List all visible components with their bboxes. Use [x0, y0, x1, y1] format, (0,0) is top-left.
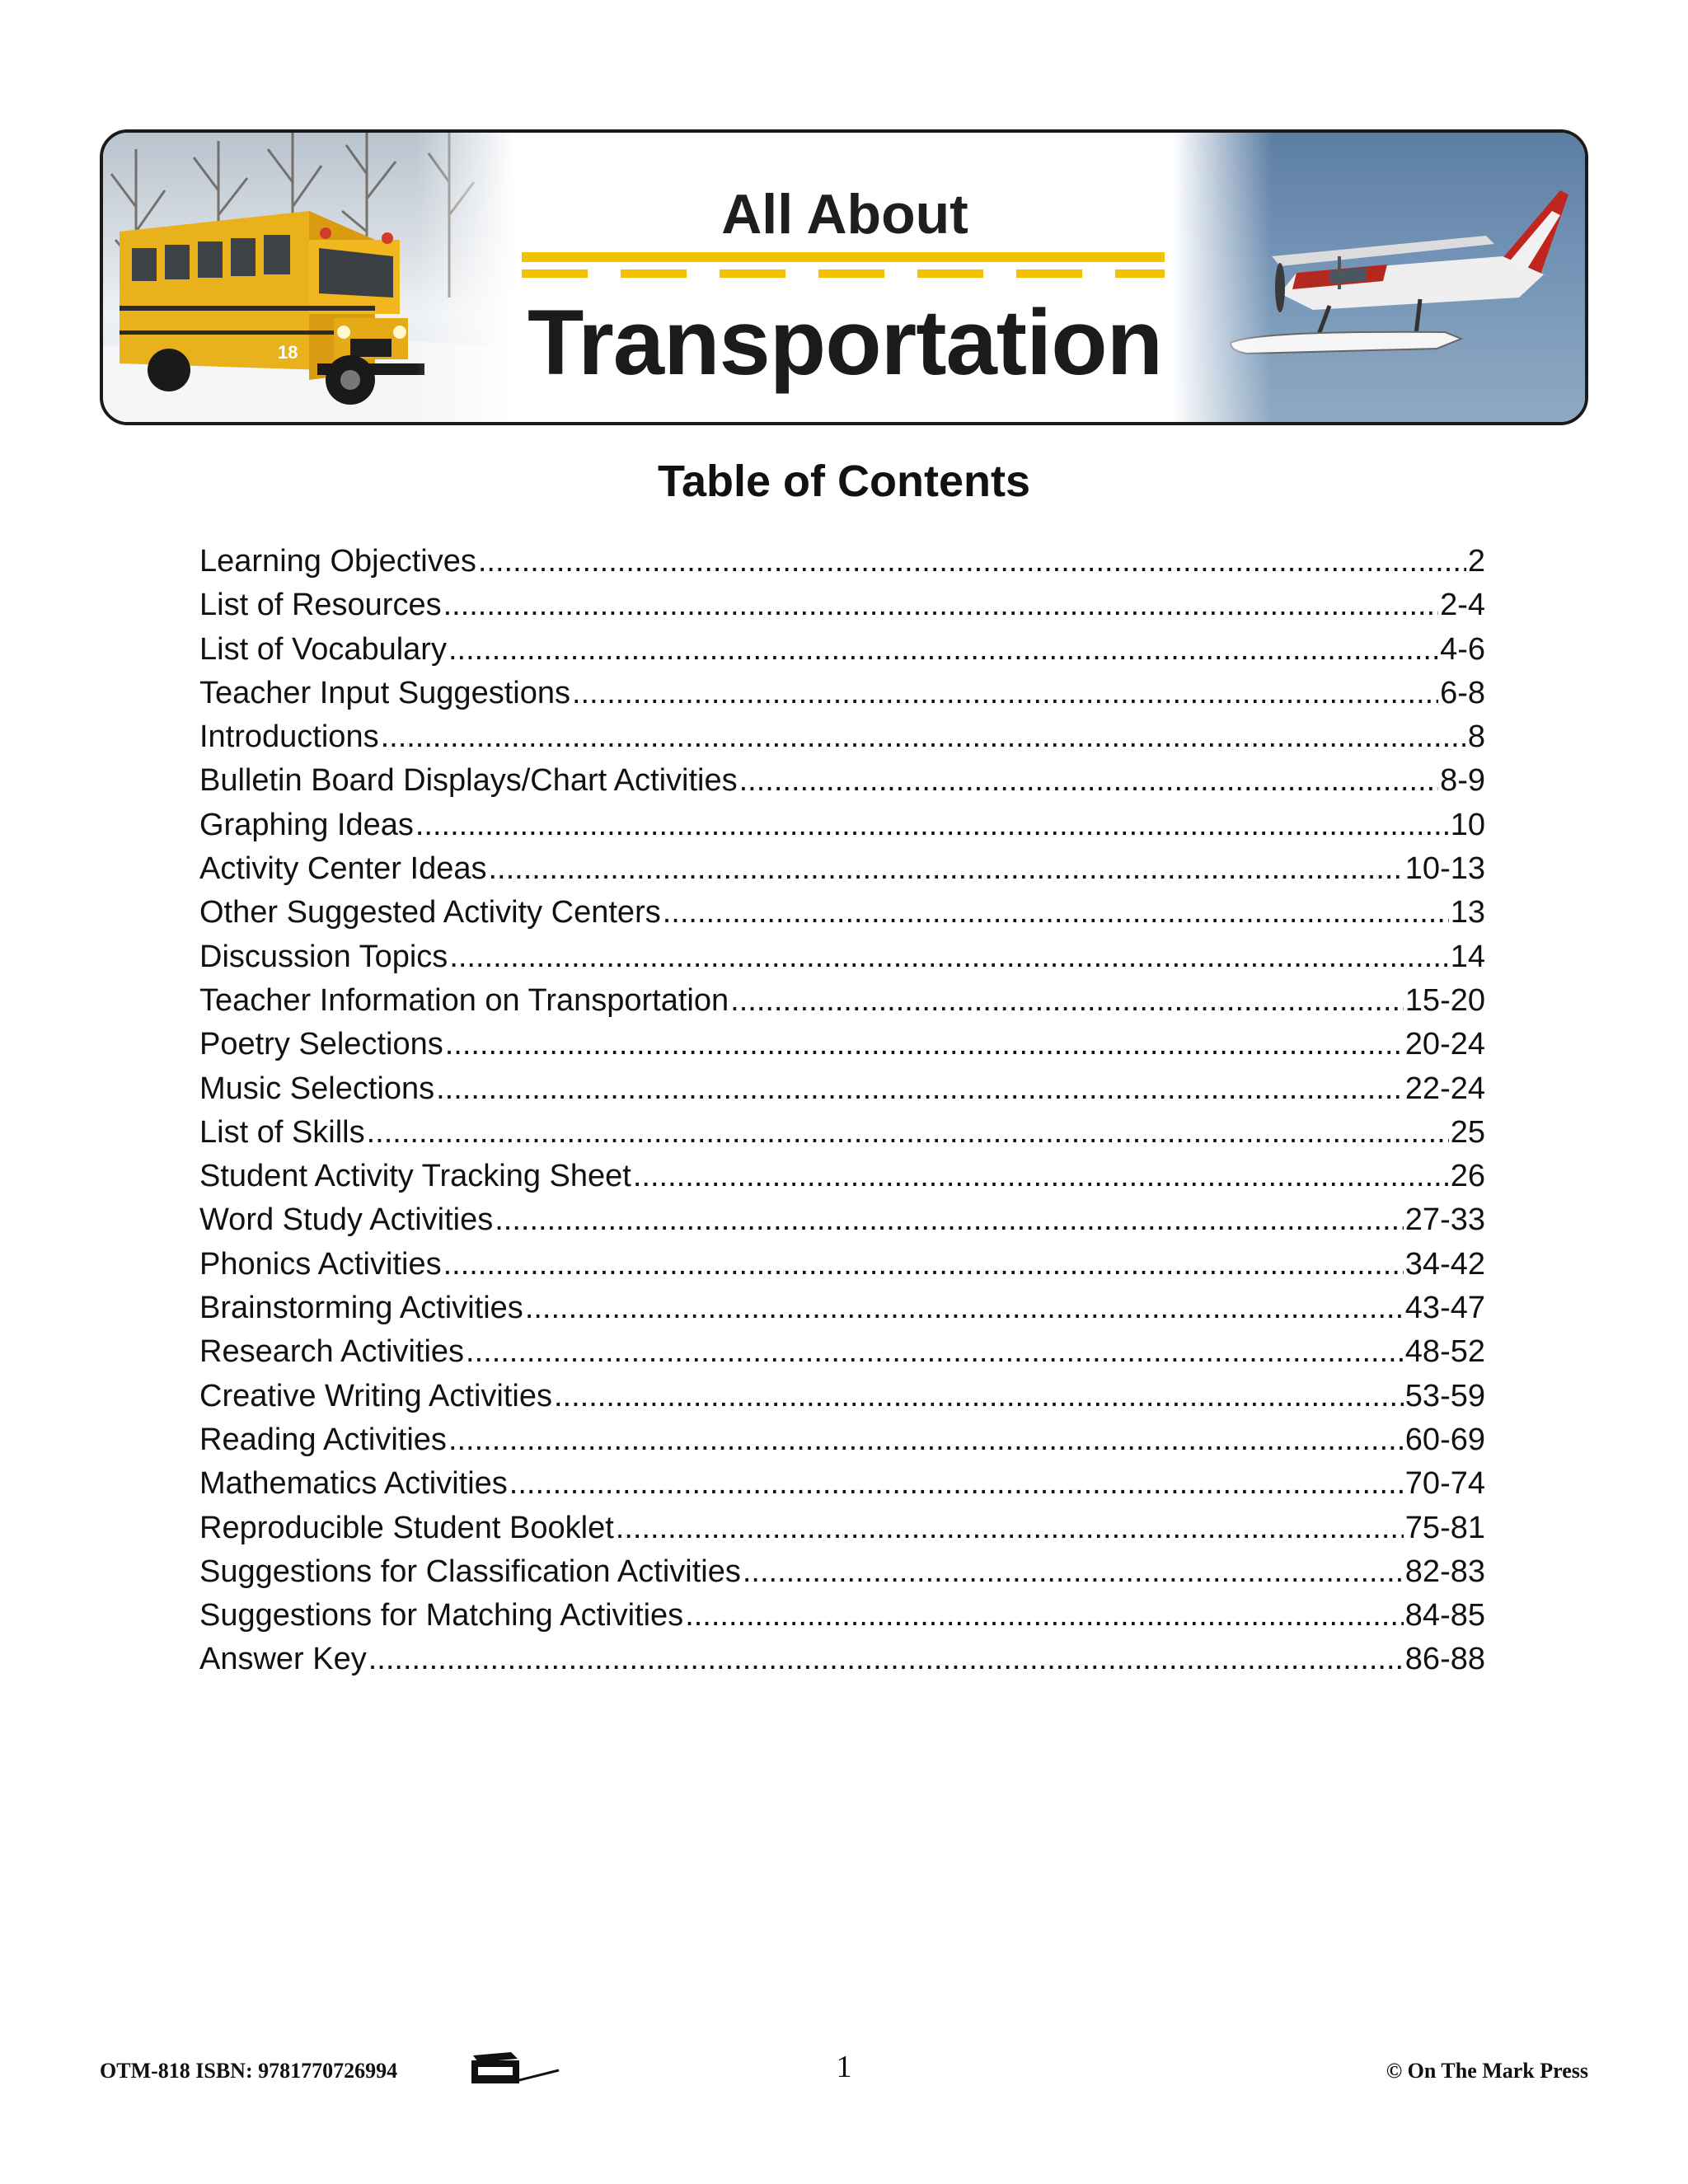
toc-entry	[199, 1466, 1485, 1510]
toc-dot-leader	[443, 588, 1439, 623]
toc-entry-label: Phonics Activities	[199, 1246, 442, 1282]
toc-entry	[199, 983, 1485, 1027]
toc-entry-page: 60-69	[1404, 1422, 1485, 1457]
seaplane-photo	[1173, 133, 1585, 422]
toc-entry-page: 26	[1450, 1159, 1485, 1194]
toc-dot-leader	[572, 676, 1438, 711]
toc-entry-page: 25	[1450, 1114, 1485, 1150]
toc-entry	[199, 1291, 1485, 1334]
toc-entry-label: Reproducible Student Booklet	[199, 1510, 614, 1545]
toc-dot-leader	[509, 1466, 1404, 1502]
toc-entry-page: 20-24	[1404, 1027, 1485, 1062]
toc-entry	[199, 1027, 1485, 1071]
toc-dot-leader	[525, 1291, 1404, 1326]
toc-entry	[199, 1159, 1485, 1202]
toc-entry-page: 70-74	[1404, 1466, 1485, 1502]
toc-dot-leader	[466, 1334, 1404, 1370]
toc-entry	[199, 763, 1485, 807]
toc-entry-page: 6-8	[1440, 675, 1485, 710]
toc-entry	[199, 632, 1485, 676]
page-number: 1	[836, 2050, 852, 2084]
toc-entry-page: 34-42	[1404, 1246, 1485, 1282]
toc-entry-label: Mathematics Activities	[199, 1466, 508, 1502]
toc-entry-page: 2	[1467, 544, 1485, 579]
toc-entry	[199, 719, 1485, 763]
toc-entry-label: List of Vocabulary	[199, 631, 447, 667]
toc-entry-page: 8-9	[1440, 763, 1485, 799]
toc-entry-page: 82-83	[1404, 1554, 1485, 1589]
toc-entry	[199, 1511, 1485, 1554]
toc-entry	[199, 1642, 1485, 1685]
toc-entry-page: 75-81	[1404, 1510, 1485, 1545]
toc-dot-leader	[381, 719, 1466, 755]
seaplane-illustration	[1173, 133, 1585, 422]
toc-entry	[199, 1071, 1485, 1115]
toc-dot-leader	[616, 1511, 1404, 1546]
toc-entry-page: 2-4	[1440, 588, 1485, 623]
toc-entry	[199, 1422, 1485, 1466]
road-stripe-dashed	[522, 269, 1165, 278]
toc-dot-leader	[443, 1247, 1404, 1282]
toc-entry	[199, 808, 1485, 851]
toc-entry-page: 13	[1450, 895, 1485, 930]
toc-entry-page: 48-52	[1404, 1334, 1485, 1370]
toc-entry	[199, 676, 1485, 719]
toc-entry-page: 8	[1467, 719, 1485, 755]
toc-entry	[199, 851, 1485, 895]
toc-dot-leader	[554, 1379, 1404, 1414]
toc-dot-leader	[436, 1071, 1404, 1107]
toc-entry-label: List of Resources	[199, 588, 442, 623]
toc-entry	[199, 1334, 1485, 1378]
toc-entry-label: Music Selections	[199, 1071, 435, 1106]
toc-dot-leader	[739, 763, 1438, 799]
toc-entry	[199, 588, 1485, 631]
toc-entry-page: 10	[1450, 807, 1485, 842]
toc-entry-label: List of Skills	[199, 1114, 365, 1150]
toc-dot-leader	[368, 1642, 1404, 1677]
toc-entry-label: Activity Center Ideas	[199, 851, 487, 887]
title-banner	[100, 129, 1588, 425]
toc-dot-leader	[495, 1202, 1404, 1238]
footer-isbn: OTM-818 ISBN: 9781770726994	[100, 2059, 398, 2083]
toc-entry-label: Teacher Information on Transportation	[199, 982, 729, 1018]
footer-copyright: © On The Mark Press	[1386, 2059, 1588, 2083]
toc-entry-label: Teacher Input Suggestions	[199, 675, 570, 710]
toc-dot-leader	[448, 632, 1438, 668]
toc-entry	[199, 1598, 1485, 1642]
toc-entry	[199, 1379, 1485, 1422]
toc-entry-label: Brainstorming Activities	[199, 1291, 523, 1326]
toc-entry-page: 10-13	[1404, 851, 1485, 887]
school-bus-illustration	[103, 133, 515, 422]
toc-entry-label: Suggestions for Classification Activities	[199, 1554, 741, 1589]
toc-entry-label: Introductions	[199, 719, 379, 755]
toc-entry-page: 4-6	[1440, 631, 1485, 667]
toc-entry-page: 84-85	[1404, 1598, 1485, 1633]
page-footer	[0, 2036, 1688, 2093]
toc-entry-label: Learning Objectives	[199, 544, 476, 579]
toc-entry-label: Research Activities	[199, 1334, 465, 1370]
banner-title-big: Transportation	[527, 291, 1163, 394]
toc-entry	[199, 1554, 1485, 1598]
school-bus-photo	[103, 133, 515, 422]
toc-entry-label: Discussion Topics	[199, 939, 448, 974]
toc-entry-label: Student Activity Tracking Sheet	[199, 1159, 631, 1194]
toc-entry-page: 86-88	[1404, 1642, 1485, 1677]
toc-entry	[199, 895, 1485, 939]
toc-entry-label: Reading Activities	[199, 1422, 447, 1457]
toc-entry-page: 15-20	[1404, 982, 1485, 1018]
road-stripe-solid	[522, 252, 1165, 262]
banner-title-small: All About	[721, 183, 968, 246]
toc-dot-leader	[488, 851, 1403, 887]
toc-dot-leader	[478, 544, 1466, 579]
toc-entry	[199, 940, 1485, 983]
toc-dot-leader	[448, 1422, 1404, 1458]
toc-entry	[199, 1115, 1485, 1159]
toc-dot-leader	[449, 940, 1448, 975]
toc-entry-label: Bulletin Board Displays/Chart Activities	[199, 763, 738, 799]
toc-entry-label: Word Study Activities	[199, 1202, 494, 1238]
toc-dot-leader	[730, 983, 1404, 1019]
toc-dot-leader	[663, 895, 1449, 930]
page-title: Table of Contents	[658, 457, 1030, 506]
toc-entry	[199, 1247, 1485, 1291]
toc-entry-label: Suggestions for Matching Activities	[199, 1598, 684, 1633]
toc-dot-leader	[633, 1159, 1449, 1194]
bus-number: 18	[278, 342, 298, 363]
toc-entry-page: 22-24	[1404, 1071, 1485, 1106]
toc-entry-page: 43-47	[1404, 1291, 1485, 1326]
photocopier-icon	[470, 2049, 562, 2087]
toc-entry-label: Graphing Ideas	[199, 807, 414, 842]
toc-dot-leader	[415, 808, 1449, 843]
toc-entry-label: Poetry Selections	[199, 1027, 443, 1062]
toc-entry-page: 53-59	[1404, 1378, 1485, 1413]
toc-entry-label: Creative Writing Activities	[199, 1378, 552, 1413]
toc-entry-page: 27-33	[1404, 1202, 1485, 1238]
toc-entry	[199, 544, 1485, 588]
toc-dot-leader	[685, 1598, 1404, 1633]
toc-dot-leader	[445, 1027, 1404, 1062]
banner-title	[507, 133, 1183, 422]
toc-entry-label: Answer Key	[199, 1642, 367, 1677]
toc-entry-page: 14	[1450, 939, 1485, 974]
toc-entry	[199, 1202, 1485, 1246]
toc-dot-leader	[367, 1115, 1449, 1151]
toc-dot-leader	[743, 1554, 1404, 1590]
toc-entry-label: Other Suggested Activity Centers	[199, 895, 661, 930]
table-of-contents	[199, 544, 1485, 1686]
